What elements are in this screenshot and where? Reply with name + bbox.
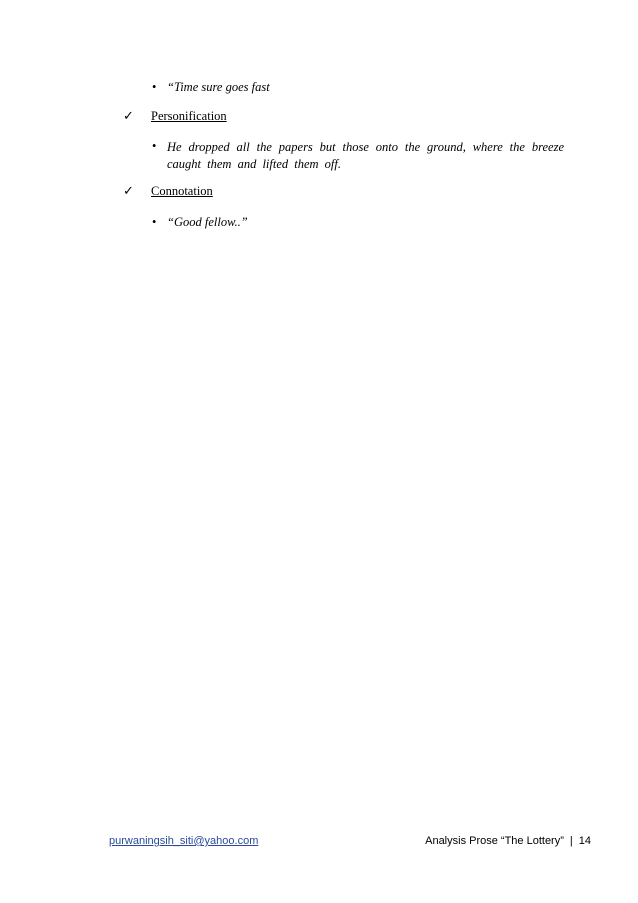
check-item-personification — [123, 109, 227, 124]
section-heading: Connotation — [151, 184, 213, 198]
bullet-item-time — [152, 80, 270, 95]
bullet-icon: • — [152, 80, 157, 94]
page-number: 14 — [578, 835, 591, 847]
footer-title: Analysis Prose “The Lottery” — [425, 835, 564, 847]
bullet-text: “Good fellow..” — [167, 215, 248, 229]
check-item-connotation — [123, 184, 213, 199]
page-footer — [109, 835, 591, 851]
checkmark-icon: ✓ — [123, 184, 134, 199]
footer-email-link[interactable]: purwaningsih_siti@yahoo.com — [109, 835, 259, 847]
bullet-icon: • — [152, 215, 157, 229]
bullet-paragraph: He dropped all the papers but those onto the ground, where the breeze caught them and lifted them off. — [167, 140, 564, 171]
section-heading: Personification — [151, 109, 227, 123]
bullet-item-connotation — [152, 215, 248, 230]
bullet-text: “Time sure goes fast — [167, 80, 270, 94]
footer-right — [425, 835, 591, 847]
footer-separator: | — [569, 835, 573, 847]
bullet-icon: • — [152, 139, 157, 153]
bullet-item-personification — [152, 139, 564, 173]
checkmark-icon: ✓ — [123, 109, 134, 124]
